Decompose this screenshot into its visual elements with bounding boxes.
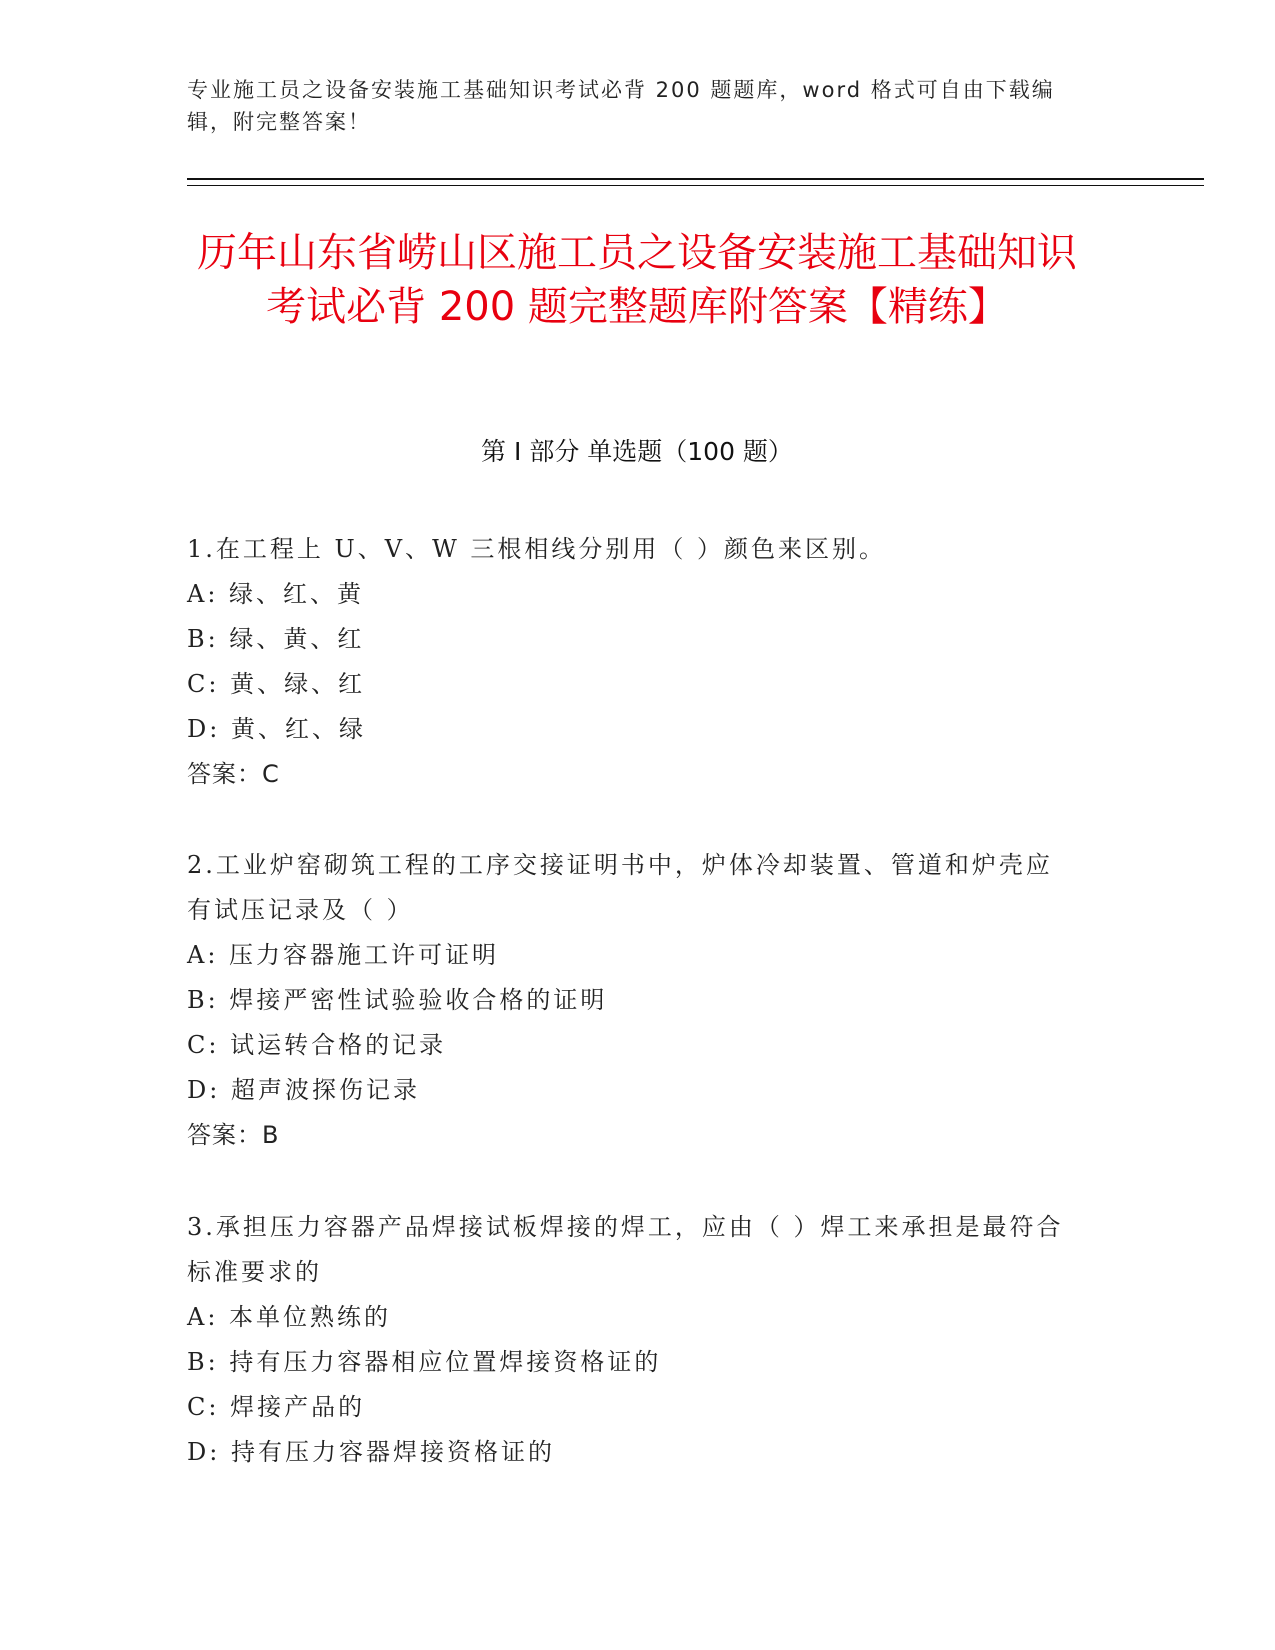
answer-line: 答案：C — [187, 760, 280, 788]
answer-line: 答案：B — [187, 1121, 280, 1149]
option-b: B: 焊接严密性试验验收合格的证明 — [187, 986, 608, 1014]
document-header-note: 专业施工员之设备安装施工基础知识考试必背 200 题题库，word 格式可自由下载编辑，附完整答案！ — [187, 78, 1055, 134]
option-d: D: 黄、红、绿 — [187, 715, 366, 743]
option-b: B: 持有压力容器相应位置焊接资格证的 — [187, 1348, 662, 1376]
option-a: A: 压力容器施工许可证明 — [187, 941, 500, 969]
question-1 — [187, 527, 1067, 797]
option-a: A: 绿、红、黄 — [187, 580, 365, 608]
question-stem: 2.工业炉窑砌筑工程的工序交接证明书中，炉体冷却装置、管道和炉壳应有试压记录及（ ） — [187, 851, 1053, 924]
option-d: D: 超声波探伤记录 — [187, 1076, 420, 1104]
section-heading: 第 I 部分 单选题（100 题） — [481, 437, 793, 466]
document-title: 历年山东省崂山区施工员之设备安装施工基础知识考试必背 200 题完整题库附答案【精练】 — [197, 230, 1077, 330]
option-c: C: 试运转合格的记录 — [187, 1031, 447, 1059]
option-b: B: 绿、黄、红 — [187, 625, 365, 653]
option-c: C: 黄、绿、红 — [187, 670, 366, 698]
question-2 — [187, 843, 1067, 1158]
header-divider-thick — [187, 178, 1204, 180]
header-divider-thin — [187, 185, 1204, 186]
option-d: D: 持有压力容器焊接资格证的 — [187, 1438, 555, 1466]
question-stem: 3.承担压力容器产品焊接试板焊接的焊工，应由（ ）焊工来承担是最符合标准要求的 — [187, 1213, 1064, 1286]
option-c: C: 焊接产品的 — [187, 1393, 366, 1421]
question-3 — [187, 1205, 1067, 1475]
question-stem: 1.在工程上 U、V、W 三根相线分别用（ ）颜色来区别。 — [187, 535, 887, 563]
option-a: A: 本单位熟练的 — [187, 1303, 392, 1331]
